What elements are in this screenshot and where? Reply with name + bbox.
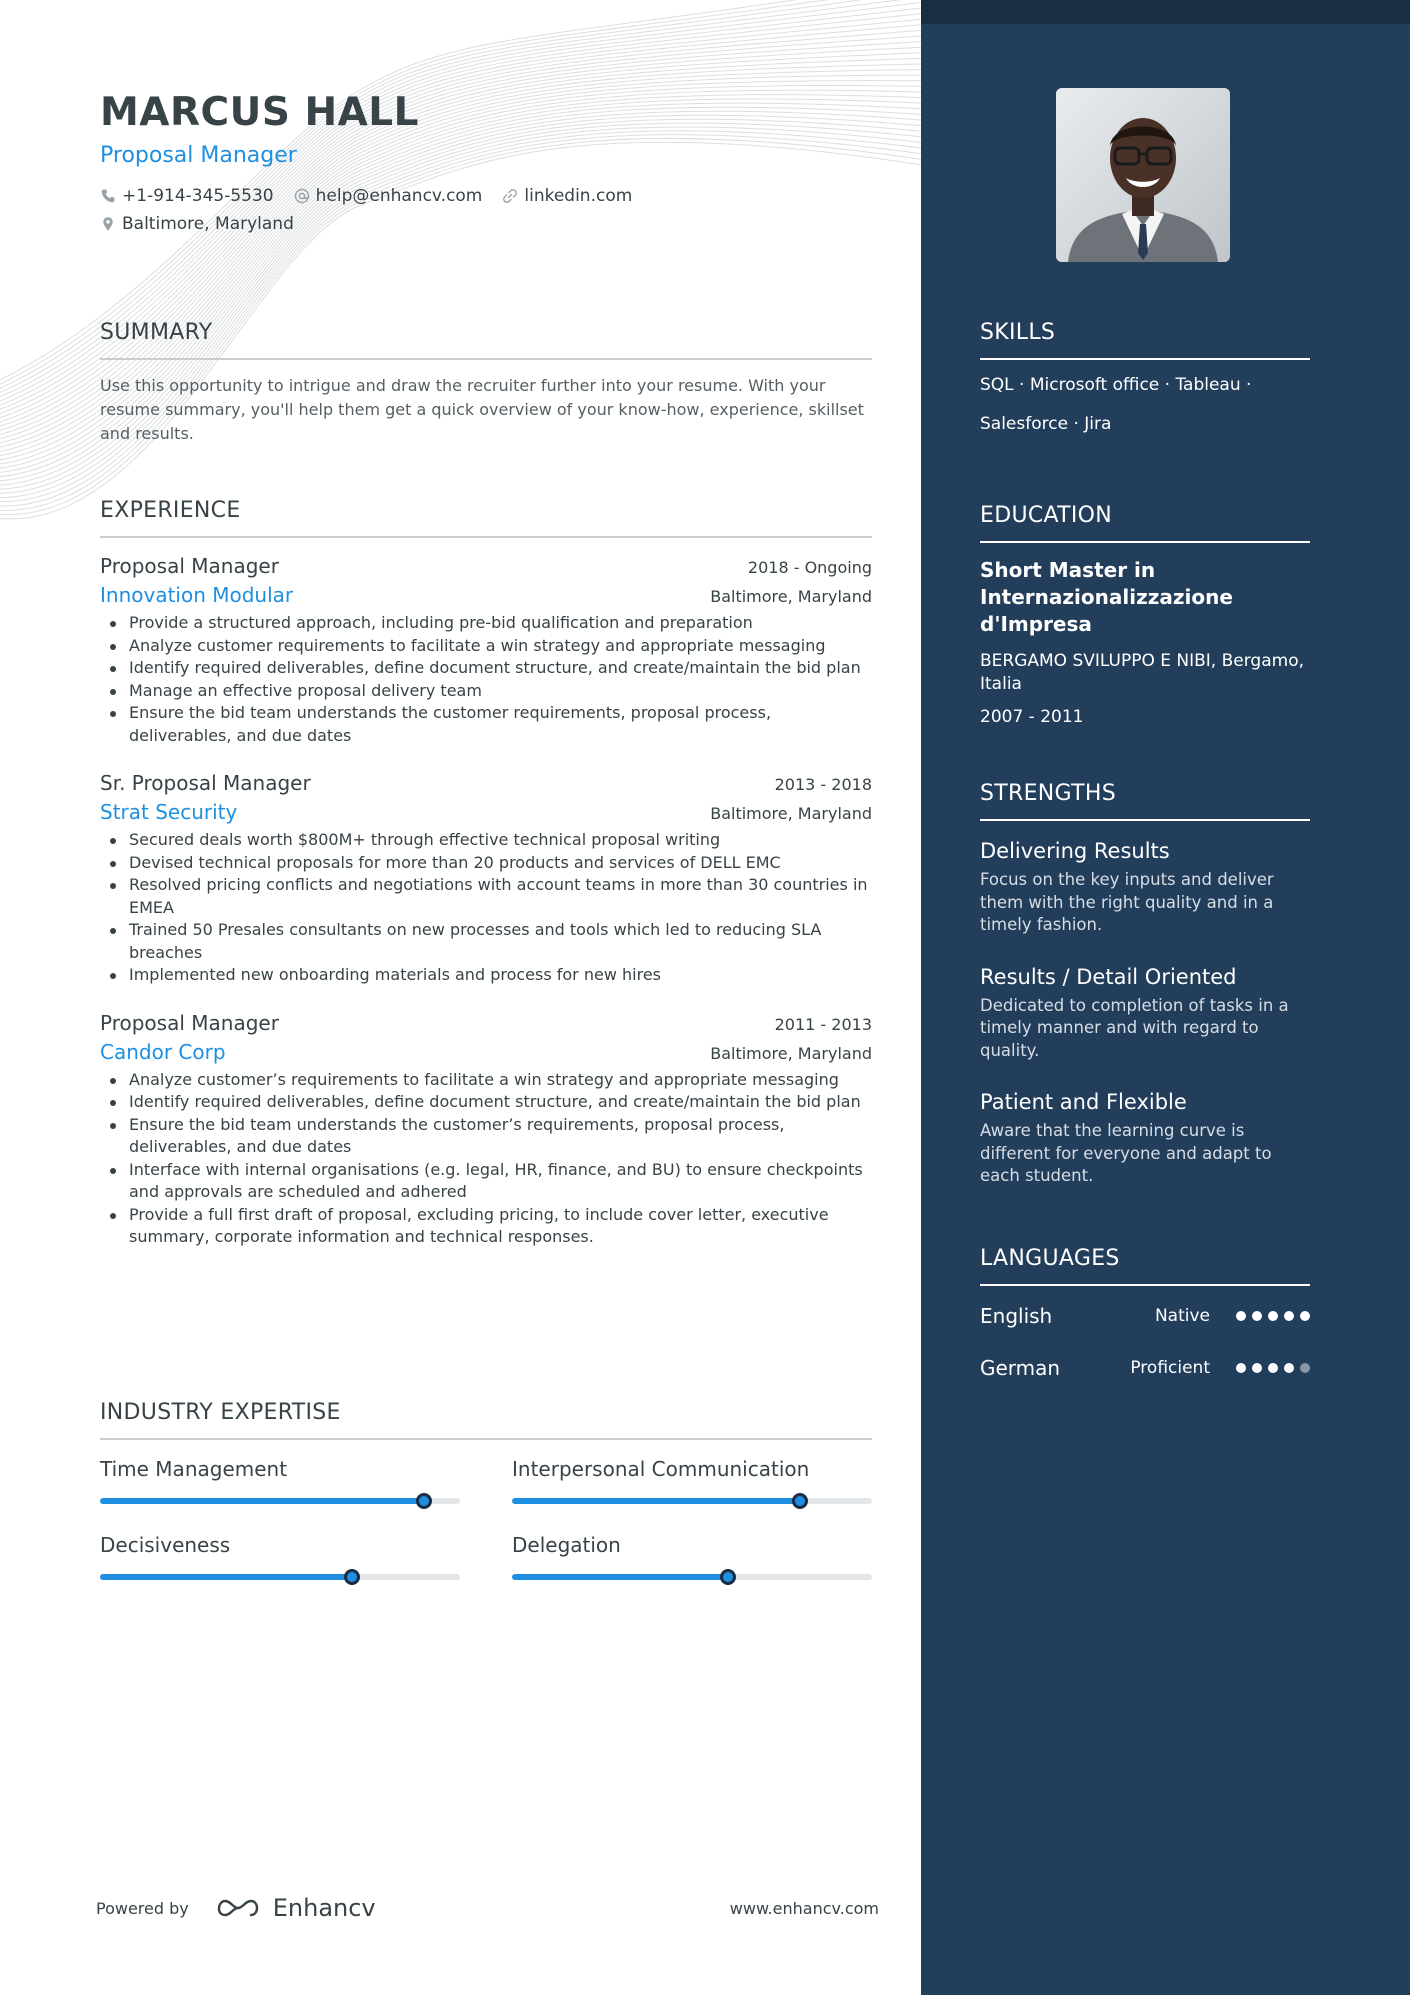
strength-name: Patient and Flexible bbox=[980, 1090, 1187, 1114]
proficiency-dot bbox=[1252, 1363, 1262, 1373]
language-row bbox=[980, 1342, 1310, 1394]
sidebar bbox=[921, 0, 1410, 1995]
job-bullet: Interface with internal organisations (e.g. legal, HR, finance, and BU) to ensure checkpoints and approvals are scheduled and adhered bbox=[100, 1159, 872, 1204]
strength-item bbox=[980, 1088, 1310, 1188]
job-bullets bbox=[100, 1069, 872, 1249]
job-bullet: Ensure the bid team understands the customer’s requirements, proposal process, deliverables, and due dates bbox=[100, 1114, 872, 1159]
summary-heading: SUMMARY bbox=[100, 320, 872, 360]
enhancv-logo-text: Enhancv bbox=[272, 1894, 376, 1922]
strengths-section bbox=[980, 781, 1310, 1188]
strength-description: Aware that the learning curve is different for everyone and adapt to each student. bbox=[980, 1121, 1272, 1185]
job-bullet: Analyze customer requirements to facilitate a win strategy and appropriate messaging bbox=[100, 635, 872, 658]
expertise-bar-fill bbox=[512, 1574, 728, 1580]
strengths-list bbox=[980, 837, 1310, 1188]
proficiency-dots bbox=[1236, 1363, 1310, 1373]
enhancv-logo-icon bbox=[215, 1896, 263, 1920]
job-bullet: Analyze customer’s requirements to facilitate a win strategy and appropriate messaging bbox=[100, 1069, 872, 1092]
experience-section bbox=[100, 498, 872, 1249]
proficiency-dots bbox=[1236, 1311, 1310, 1321]
at-icon bbox=[294, 188, 310, 204]
expertise-item bbox=[512, 1454, 872, 1504]
proficiency-dot bbox=[1300, 1363, 1310, 1373]
job-location: Baltimore, Maryland bbox=[710, 804, 872, 823]
job-dates: 2013 - 2018 bbox=[774, 775, 872, 794]
phone-text: +1-914-345-5530 bbox=[122, 186, 274, 206]
strength-name: Delivering Results bbox=[980, 839, 1170, 863]
location-pin-icon bbox=[100, 216, 116, 232]
proficiency-dot bbox=[1236, 1363, 1246, 1373]
job-bullet: Implemented new onboarding materials and process for new hires bbox=[100, 964, 872, 987]
experience-heading: EXPERIENCE bbox=[100, 498, 872, 538]
language-level: Native bbox=[1154, 1306, 1210, 1326]
job-dates: 2011 - 2013 bbox=[774, 1014, 872, 1034]
footer bbox=[96, 1894, 879, 1922]
expertise-bar-fill bbox=[100, 1498, 424, 1504]
strength-item bbox=[980, 963, 1310, 1063]
sidebar-top-bar bbox=[921, 0, 1410, 24]
languages-list bbox=[980, 1290, 1310, 1394]
profile-photo-illustration bbox=[1056, 88, 1230, 262]
skills-line-2: Salesforce · Jira bbox=[980, 414, 1112, 434]
email-contact[interactable] bbox=[294, 182, 483, 210]
job-company: Innovation Modular bbox=[100, 583, 294, 607]
job-bullet: Devised technical proposals for more than 20 products and services of DELL EMC bbox=[100, 852, 872, 875]
expertise-name: Interpersonal Communication bbox=[512, 1457, 810, 1481]
email-text: help@enhancv.com bbox=[315, 186, 483, 206]
job-bullets bbox=[100, 829, 872, 987]
proficiency-dot bbox=[1236, 1311, 1246, 1321]
expertise-bar bbox=[100, 1498, 460, 1504]
job-header-row bbox=[100, 769, 872, 797]
job-bullet: Ensure the bid team understands the customer requirements, proposal process, deliverables, and due dates bbox=[100, 702, 872, 747]
job-company-row bbox=[100, 1037, 872, 1067]
skills-line-1: SQL · Microsoft office · Tableau · bbox=[980, 375, 1252, 395]
expertise-bar-knob bbox=[344, 1569, 360, 1585]
job-bullet: Identify required deliverables, define document structure, and create/maintain the bid plan bbox=[100, 657, 872, 680]
job-entry bbox=[100, 1009, 872, 1249]
job-bullet: Identify required deliverables, define document structure, and create/maintain the bid plan bbox=[100, 1091, 872, 1114]
job-role: Proposal Manager bbox=[100, 554, 279, 578]
strength-description: Dedicated to completion of tasks in a timely manner and with regard to quality. bbox=[980, 995, 1289, 1060]
job-bullet: Manage an effective proposal delivery team bbox=[100, 680, 872, 703]
job-role: Sr. Proposal Manager bbox=[100, 771, 311, 795]
proficiency-dot bbox=[1284, 1311, 1294, 1321]
job-company-row bbox=[100, 797, 872, 827]
phone-icon bbox=[100, 188, 116, 204]
job-bullet: Secured deals worth $800M+ through effective technical proposal writing bbox=[100, 829, 872, 852]
education-heading: EDUCATION bbox=[980, 503, 1310, 543]
proficiency-dot bbox=[1252, 1311, 1262, 1321]
powered-by bbox=[96, 1894, 376, 1922]
contact-info bbox=[100, 182, 880, 238]
expertise-item bbox=[100, 1454, 460, 1504]
linkedin-contact[interactable] bbox=[502, 182, 632, 210]
skills-list bbox=[980, 366, 1310, 444]
summary-section bbox=[100, 320, 872, 446]
language-name: German bbox=[980, 1356, 1061, 1380]
header bbox=[100, 90, 880, 238]
expertise-name: Time Management bbox=[100, 1457, 288, 1481]
strength-description: Focus on the key inputs and deliver them with the right quality and in a timely fashion. bbox=[980, 870, 1274, 934]
expertise-bar-knob bbox=[416, 1493, 432, 1509]
job-header-row bbox=[100, 1009, 872, 1037]
job-dates: 2018 - Ongoing bbox=[747, 558, 872, 577]
phone-contact[interactable] bbox=[100, 182, 274, 210]
job-bullet: Trained 50 Presales consultants on new processes and tools which led to reducing SLA breaches bbox=[100, 919, 872, 964]
location-contact bbox=[100, 210, 294, 238]
strength-item bbox=[980, 837, 1310, 937]
expertise-bar bbox=[512, 1574, 872, 1580]
job-location: Baltimore, Maryland bbox=[710, 587, 872, 606]
skills-heading: SKILLS bbox=[980, 320, 1310, 360]
job-bullet: Provide a structured approach, including pre-bid qualification and preparation bbox=[100, 612, 872, 635]
proficiency-dot bbox=[1284, 1363, 1294, 1373]
job-company: Candor Corp bbox=[100, 1039, 226, 1064]
job-header-row bbox=[100, 552, 872, 580]
enhancv-logo[interactable] bbox=[215, 1894, 376, 1922]
summary-text: Use this opportunity to intrigue and draw the recruiter further into your resume. With your resume summary, you'll help them get a quick overview of your know-how, experience, skillset and results. bbox=[100, 376, 864, 443]
expertise-name: Delegation bbox=[512, 1533, 621, 1557]
expertise-item bbox=[100, 1530, 460, 1580]
languages-heading: LANGUAGES bbox=[980, 1246, 1310, 1286]
language-row bbox=[980, 1290, 1310, 1342]
expertise-bar-fill bbox=[100, 1574, 352, 1580]
job-entry bbox=[100, 552, 872, 747]
education-section bbox=[980, 503, 1310, 729]
job-location: Baltimore, Maryland bbox=[710, 1043, 872, 1063]
education-degree: Short Master in Internazionalizzazione d'Impresa bbox=[980, 558, 1233, 636]
job-company-row bbox=[100, 580, 872, 610]
expertise-section bbox=[100, 1400, 872, 1580]
proficiency-dot bbox=[1268, 1363, 1278, 1373]
candidate-title: Proposal Manager bbox=[100, 143, 297, 168]
strengths-heading: STRENGTHS bbox=[980, 781, 1310, 821]
expertise-bar-fill bbox=[512, 1498, 800, 1504]
job-company: Strat Security bbox=[100, 800, 238, 824]
job-entry bbox=[100, 769, 872, 987]
job-bullet: Resolved pricing conflicts and negotiations with account teams in more than 30 countries in EMEA bbox=[100, 874, 872, 919]
strength-name: Results / Detail Oriented bbox=[980, 964, 1237, 989]
job-list bbox=[100, 552, 872, 1249]
education-school: BERGAMO SVILUPPO E NIBI, Bergamo, Italia bbox=[980, 651, 1305, 694]
location-text: Baltimore, Maryland bbox=[122, 214, 294, 234]
expertise-bar bbox=[512, 1498, 872, 1504]
link-icon bbox=[502, 188, 518, 204]
expertise-bar-knob bbox=[792, 1493, 808, 1509]
candidate-name: MARCUS HALL bbox=[100, 90, 420, 135]
skills-section bbox=[980, 320, 1310, 444]
expertise-item bbox=[512, 1530, 872, 1580]
expertise-bar-knob bbox=[720, 1569, 736, 1585]
expertise-grid bbox=[100, 1454, 872, 1580]
proficiency-dot bbox=[1268, 1311, 1278, 1321]
expertise-name: Decisiveness bbox=[100, 1533, 231, 1557]
proficiency-dot bbox=[1300, 1311, 1310, 1321]
expertise-heading: INDUSTRY EXPERTISE bbox=[100, 1400, 872, 1440]
linkedin-text: linkedin.com bbox=[524, 186, 633, 206]
profile-photo bbox=[1056, 88, 1230, 262]
job-bullets bbox=[100, 612, 872, 747]
language-name: English bbox=[980, 1304, 1053, 1328]
expertise-bar bbox=[100, 1574, 460, 1580]
languages-section bbox=[980, 1246, 1310, 1394]
job-bullet: Provide a full first draft of proposal, excluding pricing, to include cover letter, executive summary, corporate information and technical responses. bbox=[100, 1204, 872, 1249]
powered-by-label: Powered by bbox=[96, 1898, 189, 1918]
language-level: Proficient bbox=[1130, 1358, 1210, 1378]
website-link[interactable]: www.enhancv.com bbox=[729, 1898, 879, 1918]
education-dates: 2007 - 2011 bbox=[980, 707, 1084, 727]
job-role: Proposal Manager bbox=[100, 1010, 279, 1035]
